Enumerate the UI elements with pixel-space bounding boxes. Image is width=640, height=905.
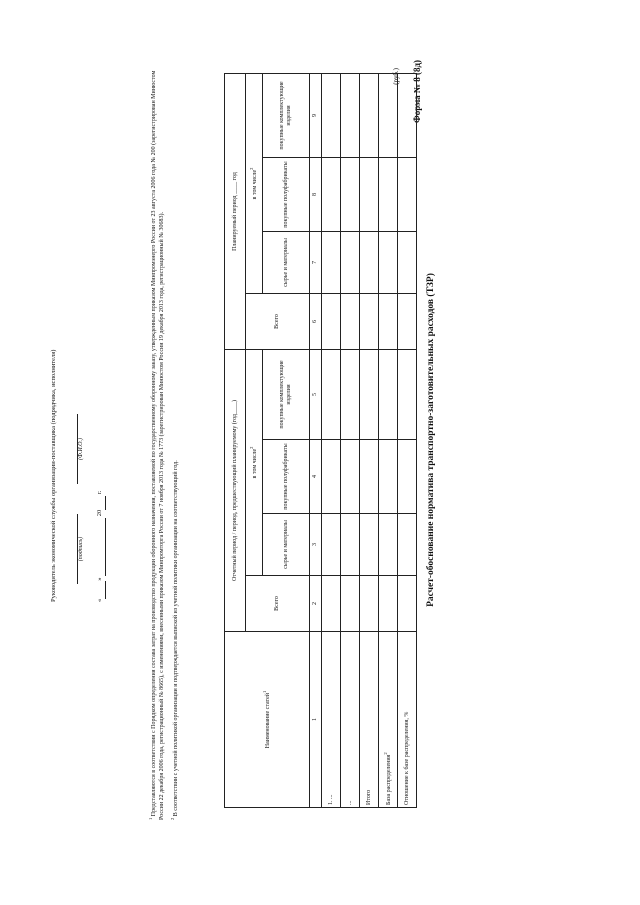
footnote-2: $^2$ В соответствии с учетной политикой организации и подтверждается выпиской из учетной политики организации на соответствующий год. (170, 460, 180, 820)
table-cell[interactable] (322, 232, 341, 294)
column-number: 7 (310, 232, 322, 294)
column-number: 6 (310, 294, 322, 350)
table-row (341, 74, 360, 808)
table-cell[interactable] (322, 74, 341, 158)
table-cell[interactable] (398, 440, 417, 514)
table-cell[interactable] (341, 232, 360, 294)
table-cell[interactable] (360, 74, 379, 158)
column-number: 8 (310, 158, 322, 232)
header-total-plan: Всего (246, 294, 310, 350)
row-label: Отношение к базе распределения, % (398, 632, 417, 808)
table-cell[interactable] (398, 74, 417, 158)
date-day-line[interactable] (96, 581, 105, 599)
table-cell[interactable] (341, 74, 360, 158)
footnotes (148, 60, 182, 820)
table-cell[interactable] (398, 158, 417, 232)
table-cell[interactable] (379, 158, 398, 232)
table-cell[interactable] (360, 440, 379, 514)
header-in-that-report: в том числе$^2$ (246, 350, 263, 576)
table-cell[interactable] (341, 294, 360, 350)
row-label: Итого (360, 632, 379, 808)
column-number: 1 (310, 632, 322, 808)
table-cell[interactable] (398, 576, 417, 632)
fio-line[interactable] (68, 414, 77, 484)
table-cell[interactable] (398, 350, 417, 440)
table-cell[interactable] (398, 294, 417, 350)
table-cell[interactable] (398, 232, 417, 294)
header-in-that-plan: в том числе$^2$ (246, 74, 263, 294)
table-row (398, 74, 417, 808)
header-components-plan: покупные комплектующие изделия (263, 74, 310, 158)
table-cell[interactable] (341, 440, 360, 514)
date-row: « » 20 г. (96, 182, 105, 602)
table-row (322, 74, 341, 808)
column-number: 5 (310, 350, 322, 440)
header-semi-plan: покупные полуфабрикаты (263, 158, 310, 232)
table-row (360, 74, 379, 808)
table-cell[interactable] (341, 514, 360, 576)
table-cell[interactable] (379, 294, 398, 350)
column-number: 3 (310, 514, 322, 576)
table-cell[interactable] (379, 576, 398, 632)
table-cell[interactable] (379, 74, 398, 158)
date-month-line[interactable] (96, 518, 105, 576)
rotated-form (40, 60, 480, 820)
table-cell[interactable] (360, 514, 379, 576)
table-cell[interactable] (341, 350, 360, 440)
table-cell[interactable] (322, 440, 341, 514)
header-raw-report: сырье и материалы (263, 514, 310, 576)
row-label: База распределения$^2$ (379, 632, 398, 808)
signature-block (50, 182, 106, 602)
signature-line[interactable] (68, 514, 77, 584)
table-cell[interactable] (398, 514, 417, 576)
date-year-line[interactable] (96, 496, 105, 510)
row-label: ... (341, 632, 360, 808)
table-cell[interactable] (379, 440, 398, 514)
header-report-period: Отчетный период / период, предшествующий планируемому (год____) (225, 350, 246, 632)
table-cell[interactable] (341, 576, 360, 632)
table-cell[interactable] (360, 350, 379, 440)
header-total-report: Всего (246, 576, 310, 632)
table-cell[interactable] (379, 232, 398, 294)
table-cell[interactable] (322, 294, 341, 350)
tzr-table (224, 73, 417, 808)
table-cell[interactable] (322, 350, 341, 440)
footnote-1: $^1$ Представляются в соответствии с Порядком определения состава затрат на производство продукции оборонного назначения, поставляемой по государственному оборонному заказу, утвержденным приказом Минпромэнерго России от 23 августа 2006 года № 200 (зарегистрирован Минюстом России 22 декабря 2006 года, регистрационный № 8665), с изменениями, внесенными приказом Минпромторга России от 7 ноября 2013 года № 1773 (зарегистрирован Минюстом России 19 декабря 2013 года, регистрационный № 30683). (148, 70, 166, 820)
unit-label: (руб.) (392, 68, 400, 85)
header-item-name: Наименование статей$^1$ (225, 632, 310, 808)
header-components-report: покупные комплектующие изделия (263, 350, 310, 440)
table-cell[interactable] (322, 514, 341, 576)
table-cell[interactable] (360, 294, 379, 350)
table-cell[interactable] (379, 514, 398, 576)
signature-caption: (подпись) (77, 536, 84, 562)
table-cell[interactable] (360, 158, 379, 232)
table-cell[interactable] (379, 350, 398, 440)
header-semi-report: покупные полуфабрикаты (263, 440, 310, 514)
header-plan-period: Планируемый период ____ год (225, 74, 246, 350)
signature-head-label: Руководитель экономической службы организации-поставщика (подрядчика, исполнителя) (50, 349, 57, 602)
fio-caption: (Ф.И.О.) (77, 438, 84, 460)
header-raw-plan: сырье и материалы (263, 232, 310, 294)
document-title: Расчет-обоснование норматива транспортно-заготовительных расходов (ТЗР) (426, 273, 436, 607)
column-number: 9 (310, 74, 322, 158)
table-cell[interactable] (360, 232, 379, 294)
table-cell[interactable] (322, 158, 341, 232)
column-number: 4 (310, 440, 322, 514)
table-cell[interactable] (360, 576, 379, 632)
table-cell[interactable] (341, 158, 360, 232)
row-label: 1. ... (322, 632, 341, 808)
form-number: Форма № 8 (8д) (412, 60, 422, 124)
table-row (379, 74, 398, 808)
table-cell[interactable] (322, 576, 341, 632)
column-number: 2 (310, 576, 322, 632)
